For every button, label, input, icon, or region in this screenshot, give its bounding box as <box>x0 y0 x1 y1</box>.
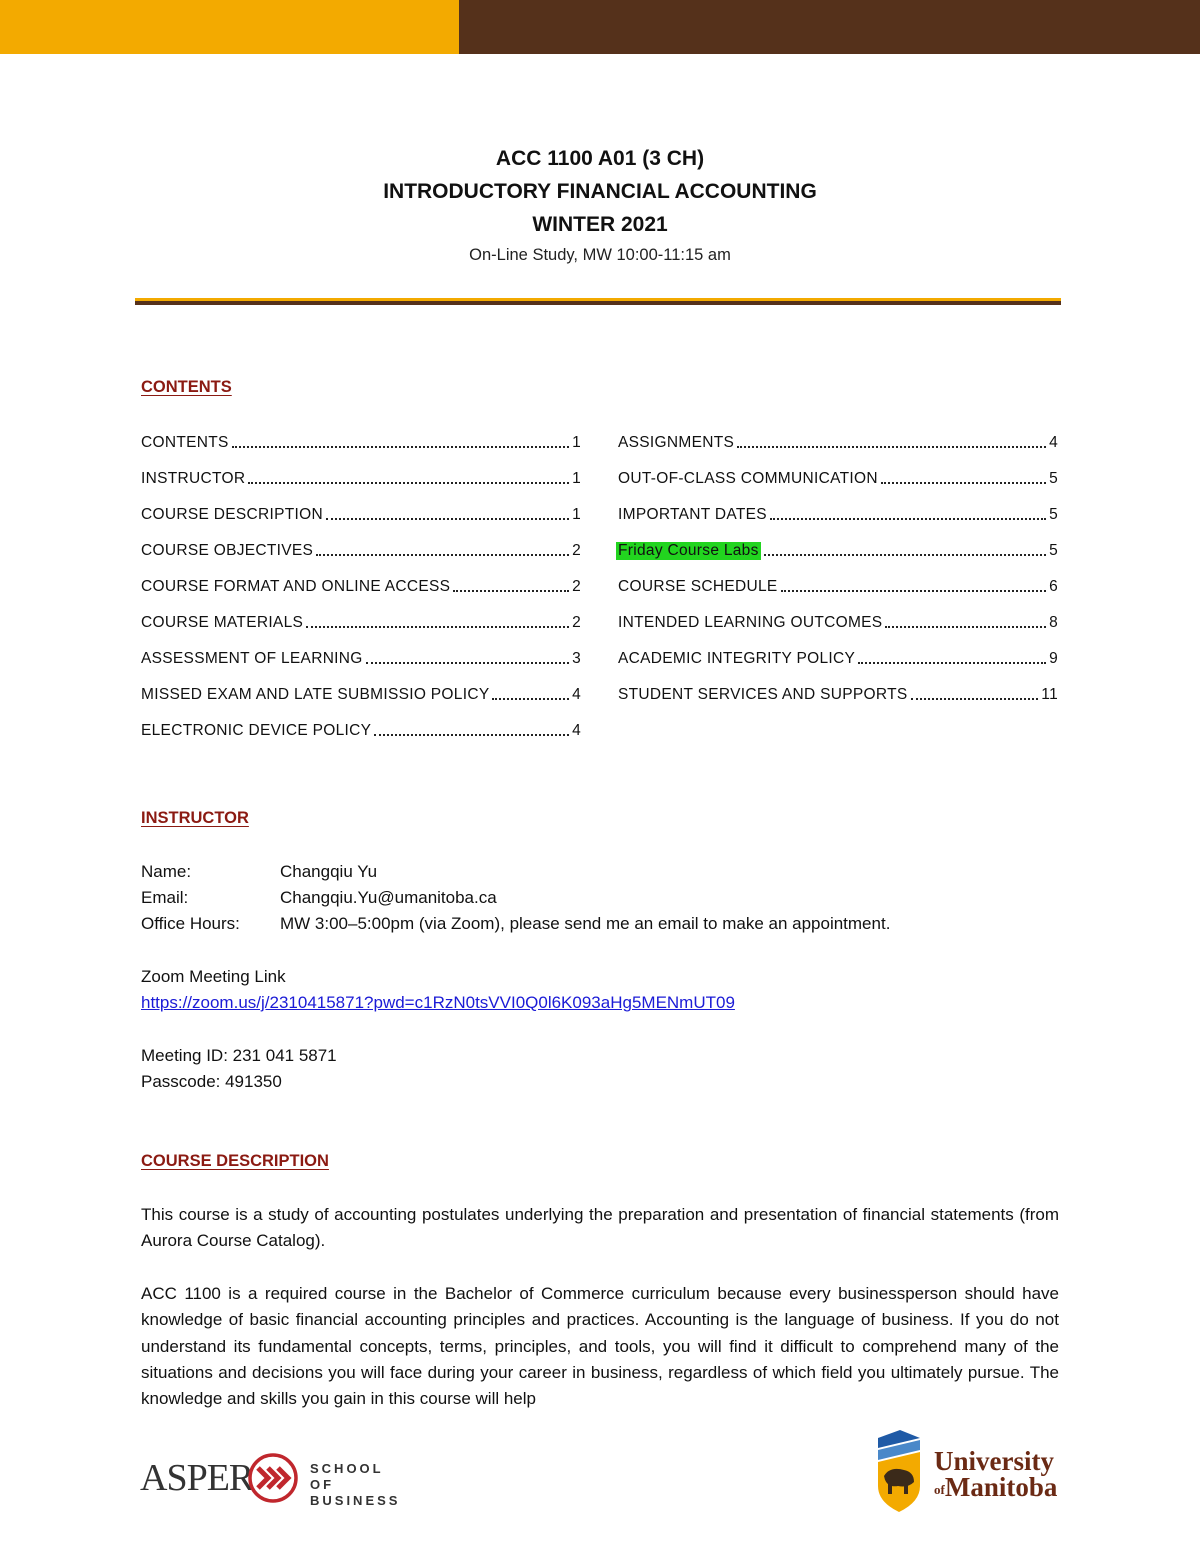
title-rule-brown <box>135 301 1061 305</box>
toc-label: ASSESSMENT OF LEARNING <box>141 650 363 667</box>
toc-item[interactable] <box>618 610 1058 632</box>
toc-label: MISSED EXAM AND LATE SUBMISSIO POLICY <box>141 686 490 703</box>
toc-item[interactable] <box>141 466 581 488</box>
toc-item[interactable] <box>141 502 581 524</box>
toc-page: 2 <box>572 614 581 631</box>
toc-page: 2 <box>572 578 581 595</box>
toc-label: COURSE FORMAT AND ONLINE ACCESS <box>141 578 451 595</box>
course-code: ACC 1100 A01 (3 CH) <box>495 147 705 170</box>
toc-leader <box>492 698 569 700</box>
toc-leader <box>885 626 1046 628</box>
instructor-heading: INSTRUCTOR <box>141 809 249 827</box>
toc-item[interactable] <box>141 646 581 668</box>
zoom-link[interactable]: https://zoom.us/j/2310415871?pwd=c1RzN0tsVVI0Q0l6K093aHg5MENmUT09 <box>141 993 735 1012</box>
toc-item-highlighted[interactable] <box>618 538 1058 560</box>
toc-label: ACADEMIC INTEGRITY POLICY <box>618 650 856 667</box>
toc-item[interactable] <box>618 574 1058 596</box>
toc-label: CONTENTS <box>141 434 229 451</box>
toc-item[interactable] <box>618 682 1058 704</box>
toc-item[interactable] <box>618 466 1058 488</box>
header-color-bar <box>0 0 1200 54</box>
toc-leader <box>911 698 1039 700</box>
asper-logo <box>140 1450 410 1510</box>
toc-leader <box>881 482 1046 484</box>
toc-page: 5 <box>1049 506 1058 523</box>
toc-item[interactable] <box>141 610 581 632</box>
description-paragraph-2: ACC 1100 is a required course in the Bachelor of Commerce curriculum because every businessperson should have knowledge of basic financial accounting principles and practices. Accounting is the language of business. If you do not understand its fundamental concepts, terms, principles, and tools, you will find it difficult to comprehend many of the situations and decisions you will face during your career in business, regardless of which field you ultimately pursue. The knowledge and skills you gain in this course will help <box>141 1284 1059 1409</box>
toc-label: INSTRUCTOR <box>141 470 246 487</box>
toc-page: 4 <box>572 722 581 739</box>
toc-page: 1 <box>572 434 581 451</box>
toc-label: STUDENT SERVICES AND SUPPORTS <box>618 686 908 703</box>
toc-page: 2 <box>572 542 581 559</box>
zoom-label: Zoom Meeting Link <box>141 967 286 986</box>
toc-label: COURSE DESCRIPTION <box>141 506 323 523</box>
toc-item[interactable] <box>618 646 1058 668</box>
asper-school-line1: SCHOOL OF <box>310 1461 384 1492</box>
asper-school-line2: BUSINESS <box>310 1493 401 1508</box>
toc-item[interactable] <box>618 430 1058 452</box>
course-schedule: On-Line Study, MW 10:00-11:15 am <box>469 246 731 264</box>
toc-label: ASSIGNMENTS <box>618 434 735 451</box>
course-description-heading: COURSE DESCRIPTION <box>141 1152 329 1170</box>
toc-label: OUT-OF-CLASS COMMUNICATION <box>618 470 878 487</box>
instructor-email[interactable]: Changqiu.Yu@umanitoba.ca <box>280 888 497 907</box>
header-bar-gold <box>0 0 459 54</box>
meeting-id: Meeting ID: 231 041 5871 <box>141 1046 337 1065</box>
asper-wordmark: ASPER <box>140 1457 254 1499</box>
toc-item[interactable] <box>141 682 581 704</box>
um-wordmark-manitoba <box>934 1472 1057 1503</box>
passcode: Passcode: 491350 <box>141 1072 282 1091</box>
toc-label: IMPORTANT DATES <box>618 506 767 523</box>
header-bar-brown <box>459 0 1200 54</box>
name-label: Name: <box>141 862 192 881</box>
toc-leader <box>374 734 569 736</box>
toc-leader <box>453 590 569 592</box>
toc-page: 3 <box>572 650 581 667</box>
toc-page: 4 <box>1049 434 1058 451</box>
toc-item[interactable] <box>141 538 581 560</box>
toc-label: INTENDED LEARNING OUTCOMES <box>618 614 883 631</box>
um-wordmark-manitoba-text: Manitoba <box>944 1472 1058 1502</box>
toc-page: 4 <box>572 686 581 703</box>
toc-page: 5 <box>1049 542 1058 559</box>
toc-item[interactable] <box>618 502 1058 524</box>
contents-heading: CONTENTS <box>141 378 232 396</box>
toc-leader <box>248 482 569 484</box>
toc-leader <box>366 662 569 664</box>
toc-label: Friday Course Labs <box>618 542 759 559</box>
asper-school-text <box>310 1461 410 1509</box>
toc-label: COURSE MATERIALS <box>141 614 304 631</box>
toc-leader <box>764 554 1046 556</box>
toc-leader <box>326 518 569 520</box>
toc-label: ELECTRONIC DEVICE POLICY <box>141 722 372 739</box>
toc-item[interactable] <box>141 430 581 452</box>
email-label: Email: <box>141 888 189 907</box>
course-term: WINTER 2021 <box>532 213 668 236</box>
asper-chevron-icon <box>248 1453 300 1503</box>
toc-leader <box>306 626 569 628</box>
toc-leader <box>781 590 1047 592</box>
toc-page: 1 <box>572 470 581 487</box>
toc-page: 1 <box>572 506 581 523</box>
toc-leader <box>316 554 569 556</box>
toc-item[interactable] <box>141 574 581 596</box>
toc-leader <box>737 446 1046 448</box>
toc-page: 8 <box>1049 614 1058 631</box>
toc-leader <box>858 662 1046 664</box>
toc-page: 11 <box>1041 686 1058 703</box>
office-hours-label: Office Hours: <box>141 914 240 933</box>
toc-leader <box>770 518 1046 520</box>
um-shield-icon <box>874 1428 924 1514</box>
toc-page: 6 <box>1049 578 1058 595</box>
um-wordmark-university: University <box>934 1446 1054 1476</box>
toc-leader <box>232 446 569 448</box>
toc-page: 5 <box>1049 470 1058 487</box>
toc-label: COURSE SCHEDULE <box>618 578 778 595</box>
toc-label: COURSE OBJECTIVES <box>141 542 314 559</box>
um-wordmark-of: of <box>934 1481 945 1497</box>
toc-item[interactable] <box>141 718 581 740</box>
course-name: INTRODUCTORY FINANCIAL ACCOUNTING <box>383 180 817 203</box>
description-paragraph-1: This course is a study of accounting postulates underlying the preparation and presentation of financial statements (from Aurora Course Catalog). <box>141 1205 1059 1251</box>
toc-page: 9 <box>1049 650 1058 667</box>
instructor-name: Changqiu Yu <box>280 862 378 881</box>
office-hours-value: MW 3:00–5:00pm (via Zoom), please send me an email to make an appointment. <box>280 914 891 933</box>
university-of-manitoba-logo <box>874 1428 1064 1518</box>
